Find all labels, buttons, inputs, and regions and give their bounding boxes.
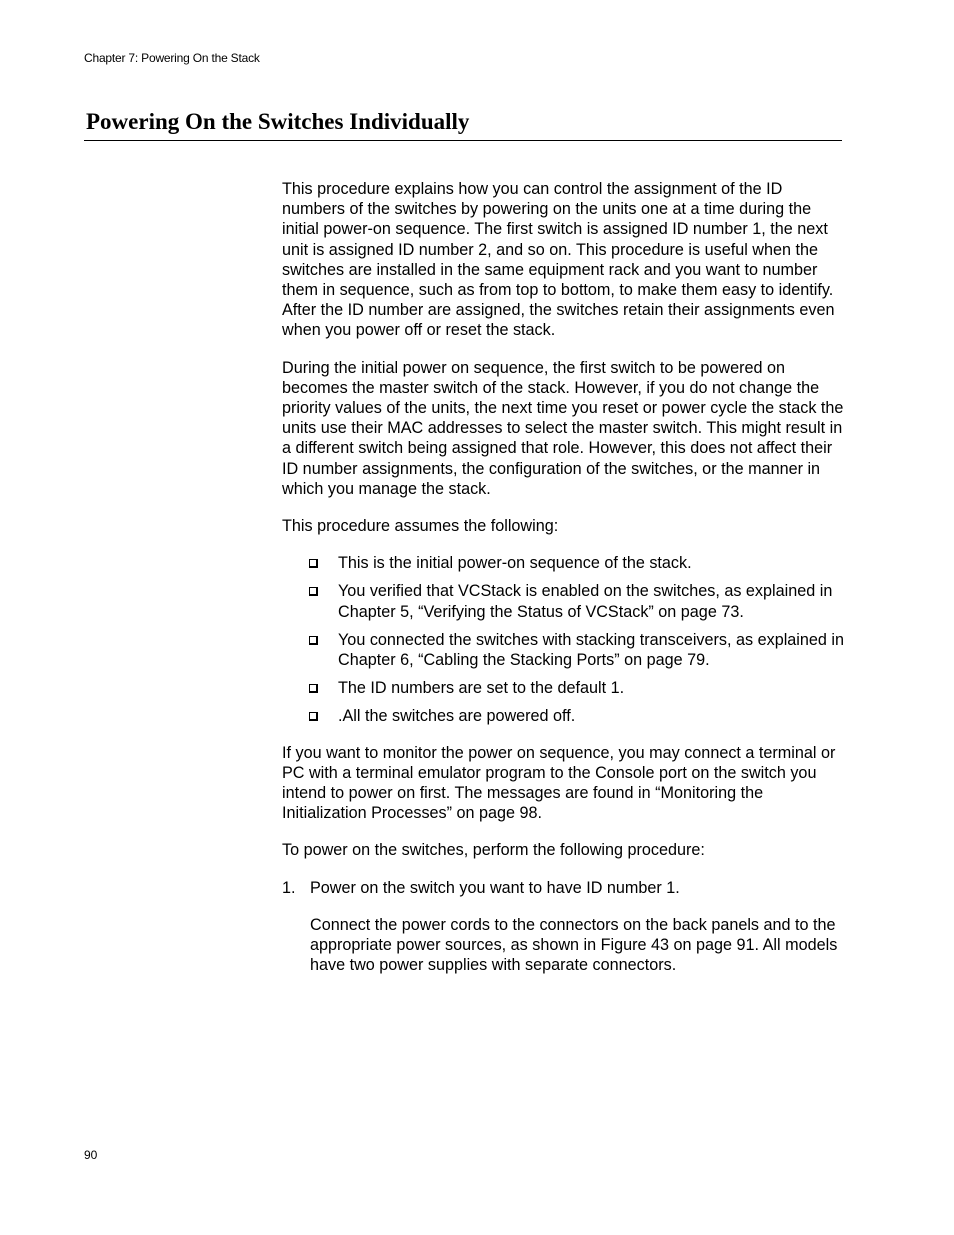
procedure-intro: To power on the switches, perform the following procedure: — [282, 841, 705, 860]
assumptions-intro: This procedure assumes the following: — [282, 517, 559, 536]
checkbox-square-icon — [309, 636, 318, 645]
master-switch-paragraph: During the initial power on sequence, the first switch to be powered on becomes the master switch of the stack. However, if you do not change the priority values of the units, the next time you reset or power cycle the stack the units use their MAC addresses to select the master switch. This might result in a different switch being assigned that role. However, this does not affect their ID number assignments, the configuration of the switches, or the manner in which you manage the stack. — [282, 358, 844, 498]
intro-paragraph: This procedure explains how you can control the assignment of the ID numbers of the switches by powering on the units one at a time during the initial power-on sequence. The first switch is assigned ID number 1, the next unit is assigned ID number 2, and so on. This procedure is useful when the switches are installed in the same equipment rack and you want to number them in sequence, such as from top to bottom, to make them easy to identify. After the ID number are assigned, the switches retain their assignments even when you power off or reset the stack. — [282, 180, 835, 340]
section-title: Powering On the Switches Individually — [86, 109, 470, 134]
list-item — [282, 630, 844, 670]
checkbox-square-icon — [309, 587, 318, 596]
assumptions-list — [282, 553, 844, 726]
body-text-column — [282, 179, 844, 993]
checkbox-square-icon — [309, 684, 318, 693]
list-item-text: You connected the switches with stacking transceivers, as explained in Chapter 6, “Cabling the Stacking Ports” on page 79. — [338, 630, 844, 670]
list-item — [282, 553, 844, 573]
monitor-paragraph: If you want to monitor the power on sequence, you may connect a terminal or PC with a terminal emulator program to the Console port on the switch you intend to power on first. The messages are found in “Monitoring the Initialization Processes” on page 98. — [282, 743, 836, 823]
list-item — [282, 678, 844, 698]
step-text: Power on the switch you want to have ID number 1. — [310, 878, 680, 897]
list-item-text: You verified that VCStack is enabled on the switches, as explained in Chapter 5, “Verifying the Status of VCStack” on page 73. — [338, 582, 833, 621]
procedure-steps — [282, 878, 844, 976]
list-item-text: This is the initial power-on sequence of the stack. — [338, 554, 692, 573]
running-header: Chapter 7: Powering On the Stack — [84, 51, 260, 65]
list-item — [282, 581, 844, 621]
step-1-detail: Connect the power cords to the connectors on the back panels and to the appropriate power sources, as shown in Figure 43 on page 91. All models have two power supplies with separate connectors. — [310, 915, 838, 975]
list-item-text: The ID numbers are set to the default 1. — [338, 679, 625, 698]
page-number: 90 — [84, 1148, 98, 1162]
step-number: 1. — [282, 878, 296, 897]
checkbox-square-icon — [309, 712, 318, 721]
checkbox-square-icon — [309, 559, 318, 568]
list-item-text: .All the switches are powered off. — [338, 707, 576, 726]
title-rule — [84, 140, 842, 141]
step-1 — [282, 878, 844, 898]
list-item — [282, 706, 844, 726]
